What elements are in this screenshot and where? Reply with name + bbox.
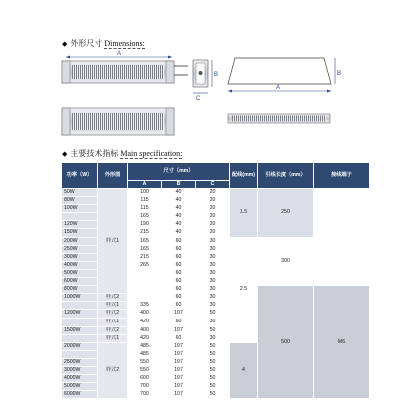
header-power: 功率（W） <box>62 163 98 189</box>
size-a-cell: 550 <box>128 358 162 366</box>
spec-table-body <box>62 189 370 399</box>
size-c-cell: 30 <box>196 278 230 286</box>
power-cell: 200W <box>62 237 98 245</box>
lead-cell: 250 <box>258 189 314 238</box>
size-c-cell: 20 <box>196 213 230 221</box>
size-a-cell: 550 <box>128 367 162 375</box>
header-size: 尺寸（mm） <box>128 163 230 181</box>
size-c-cell: 30 <box>196 237 230 245</box>
size-c-cell: 30 <box>196 245 230 253</box>
size-b-cell: 107 <box>162 358 196 366</box>
shape-cell: 样式1 <box>98 318 128 326</box>
power-cell: 800W <box>62 286 98 294</box>
power-cell: 250W <box>62 245 98 253</box>
size-b-cell: 107 <box>162 342 196 350</box>
size-b-cell: 107 <box>162 367 196 375</box>
size-a-cell: 215 <box>128 229 162 237</box>
size-a-cell <box>128 286 162 294</box>
power-cell: 6000W <box>62 391 98 399</box>
size-b-cell: 40 <box>162 189 196 197</box>
power-cell: 100W <box>62 205 98 213</box>
dimensions-title: ◆ 外形尺寸 Dimensions: <box>62 39 145 48</box>
power-cell: 2000W <box>62 342 98 350</box>
size-a-cell: 420 <box>128 318 162 326</box>
size-b-cell: 40 <box>162 197 196 205</box>
size-b-cell: 40 <box>162 205 196 213</box>
spec-title: ◆ 主要技术指标 Main specification: <box>62 149 183 158</box>
header-shape: 外形图 <box>98 163 128 189</box>
header-b: B <box>162 181 196 189</box>
size-c-cell: 50 <box>196 367 230 375</box>
size-c-cell: 20 <box>196 221 230 229</box>
size-b-cell: 60 <box>162 302 196 310</box>
header-a: A <box>128 181 162 189</box>
hole-cell: 4 <box>230 342 258 399</box>
size-b-cell: 60 <box>162 237 196 245</box>
size-c-cell: 30 <box>196 318 230 326</box>
power-cell: 50W <box>62 189 98 197</box>
end-view-diagram <box>193 60 218 102</box>
power-cell: 600W <box>62 278 98 286</box>
size-a-cell: 100 <box>128 189 162 197</box>
power-cell: 120W <box>62 221 98 229</box>
size-a-cell: 485 <box>128 342 162 350</box>
size-a-cell: 165 <box>128 213 162 221</box>
power-cell: 1000W <box>62 294 98 302</box>
size-c-cell: 50 <box>196 310 230 318</box>
size-c-cell: 50 <box>196 350 230 358</box>
diamond-bullet-icon: ◆ <box>62 40 68 48</box>
size-c-cell: 30 <box>196 261 230 269</box>
size-a-cell: 190 <box>128 221 162 229</box>
header-c: C <box>196 181 230 189</box>
header-terminal: 接线端子 <box>314 163 370 189</box>
size-c-cell: 50 <box>196 326 230 334</box>
power-cell <box>62 350 98 358</box>
lead-cell: 500 <box>258 286 314 399</box>
size-b-cell: 60 <box>162 245 196 253</box>
power-cell <box>62 302 98 310</box>
shape-cell: 样式1 <box>98 334 128 342</box>
size-a-cell: 265 <box>128 261 162 269</box>
dim-b-label-side: B <box>337 71 342 77</box>
size-a-cell: 215 <box>128 253 162 261</box>
size-c-cell: 30 <box>196 286 230 294</box>
size-c-cell: 50 <box>196 375 230 383</box>
size-b-cell: 40 <box>162 221 196 229</box>
dim-a-label-side: A <box>276 85 281 91</box>
size-b-cell: 107 <box>162 375 196 383</box>
spec-table <box>61 162 370 399</box>
power-cell <box>62 213 98 221</box>
size-b-cell: 107 <box>162 326 196 334</box>
power-cell: 300W <box>62 253 98 261</box>
size-c-cell: 20 <box>196 229 230 237</box>
size-a-cell: 115 <box>128 197 162 205</box>
shape-cell: 样式2 <box>98 310 128 318</box>
size-c-cell: 50 <box>196 358 230 366</box>
size-c-cell: 50 <box>196 342 230 350</box>
size-b-cell: 60 <box>162 269 196 277</box>
power-cell: 3000W <box>62 367 98 375</box>
size-c-cell: 30 <box>196 334 230 342</box>
bottom-view-diagram <box>62 108 174 135</box>
size-a-cell: 600 <box>128 375 162 383</box>
dim-c-label: C <box>196 96 201 102</box>
dim-b-label-end: B <box>214 72 219 78</box>
table-row <box>62 189 370 197</box>
size-c-cell: 20 <box>196 197 230 205</box>
size-b-cell: 107 <box>162 391 196 399</box>
size-b-cell: 107 <box>162 310 196 318</box>
size-b-cell: 60 <box>162 253 196 261</box>
shape-cell: 样式2 <box>98 342 128 399</box>
size-a-cell: 485 <box>128 350 162 358</box>
power-cell: 4000W <box>62 375 98 383</box>
shape-cell: 样式1 <box>98 302 128 310</box>
terminal-cell <box>314 189 370 286</box>
dim-a-label: A <box>117 51 122 57</box>
power-cell <box>62 318 98 326</box>
size-a-cell: 700 <box>128 391 162 399</box>
power-cell: 400W <box>62 261 98 269</box>
size-b-cell: 60 <box>162 334 196 342</box>
size-a-cell: 115 <box>128 205 162 213</box>
power-cell: 2500W <box>62 358 98 366</box>
thin-view-diagram <box>228 114 330 123</box>
size-b-cell: 40 <box>162 213 196 221</box>
size-a-cell: 335 <box>128 302 162 310</box>
dimension-diagrams <box>0 0 400 145</box>
size-b-cell: 60 <box>162 286 196 294</box>
size-a-cell: 400 <box>128 310 162 318</box>
power-cell: 80W <box>62 197 98 205</box>
terminal-cell: M6 <box>314 286 370 399</box>
size-b-cell: 60 <box>162 318 196 326</box>
size-a-cell: 400 <box>128 326 162 334</box>
size-b-cell: 40 <box>162 229 196 237</box>
power-cell: 5000W <box>62 383 98 391</box>
shape-cell: 样式1 <box>98 189 128 294</box>
side-view-diagram <box>228 58 341 93</box>
size-a-cell <box>128 294 162 302</box>
power-cell: 1500W <box>62 326 98 334</box>
power-cell <box>62 334 98 342</box>
size-b-cell: 60 <box>162 261 196 269</box>
header-hole: 配线(mm) <box>230 163 258 189</box>
size-b-cell: 107 <box>162 383 196 391</box>
size-a-cell <box>128 278 162 286</box>
size-c-cell: 20 <box>196 205 230 213</box>
size-a-cell: 420 <box>128 334 162 342</box>
size-a-cell <box>128 269 162 277</box>
size-c-cell: 50 <box>196 383 230 391</box>
power-cell: 1200W <box>62 310 98 318</box>
shape-cell: 样式2 <box>98 326 128 334</box>
lead-cell: 300 <box>258 237 314 286</box>
power-cell: 500W <box>62 269 98 277</box>
size-b-cell: 107 <box>162 350 196 358</box>
size-a-cell: 165 <box>128 237 162 245</box>
power-cell: 150W <box>62 229 98 237</box>
size-c-cell: 30 <box>196 269 230 277</box>
size-c-cell: 30 <box>196 302 230 310</box>
size-c-cell: 30 <box>196 253 230 261</box>
front-view-diagram <box>62 51 188 83</box>
hole-cell: 1.5 <box>230 189 258 238</box>
size-a-cell: 165 <box>128 245 162 253</box>
size-a-cell: 700 <box>128 383 162 391</box>
size-c-cell: 30 <box>196 294 230 302</box>
shape-cell: 样式2 <box>98 294 128 302</box>
size-c-cell: 50 <box>196 391 230 399</box>
size-c-cell: 20 <box>196 189 230 197</box>
header-lead: 引线长度（mm） <box>258 163 314 189</box>
diamond-bullet-icon: ◆ <box>62 150 68 158</box>
size-b-cell: 60 <box>162 294 196 302</box>
hole-cell: 2.5 <box>230 237 258 342</box>
size-b-cell: 60 <box>162 278 196 286</box>
